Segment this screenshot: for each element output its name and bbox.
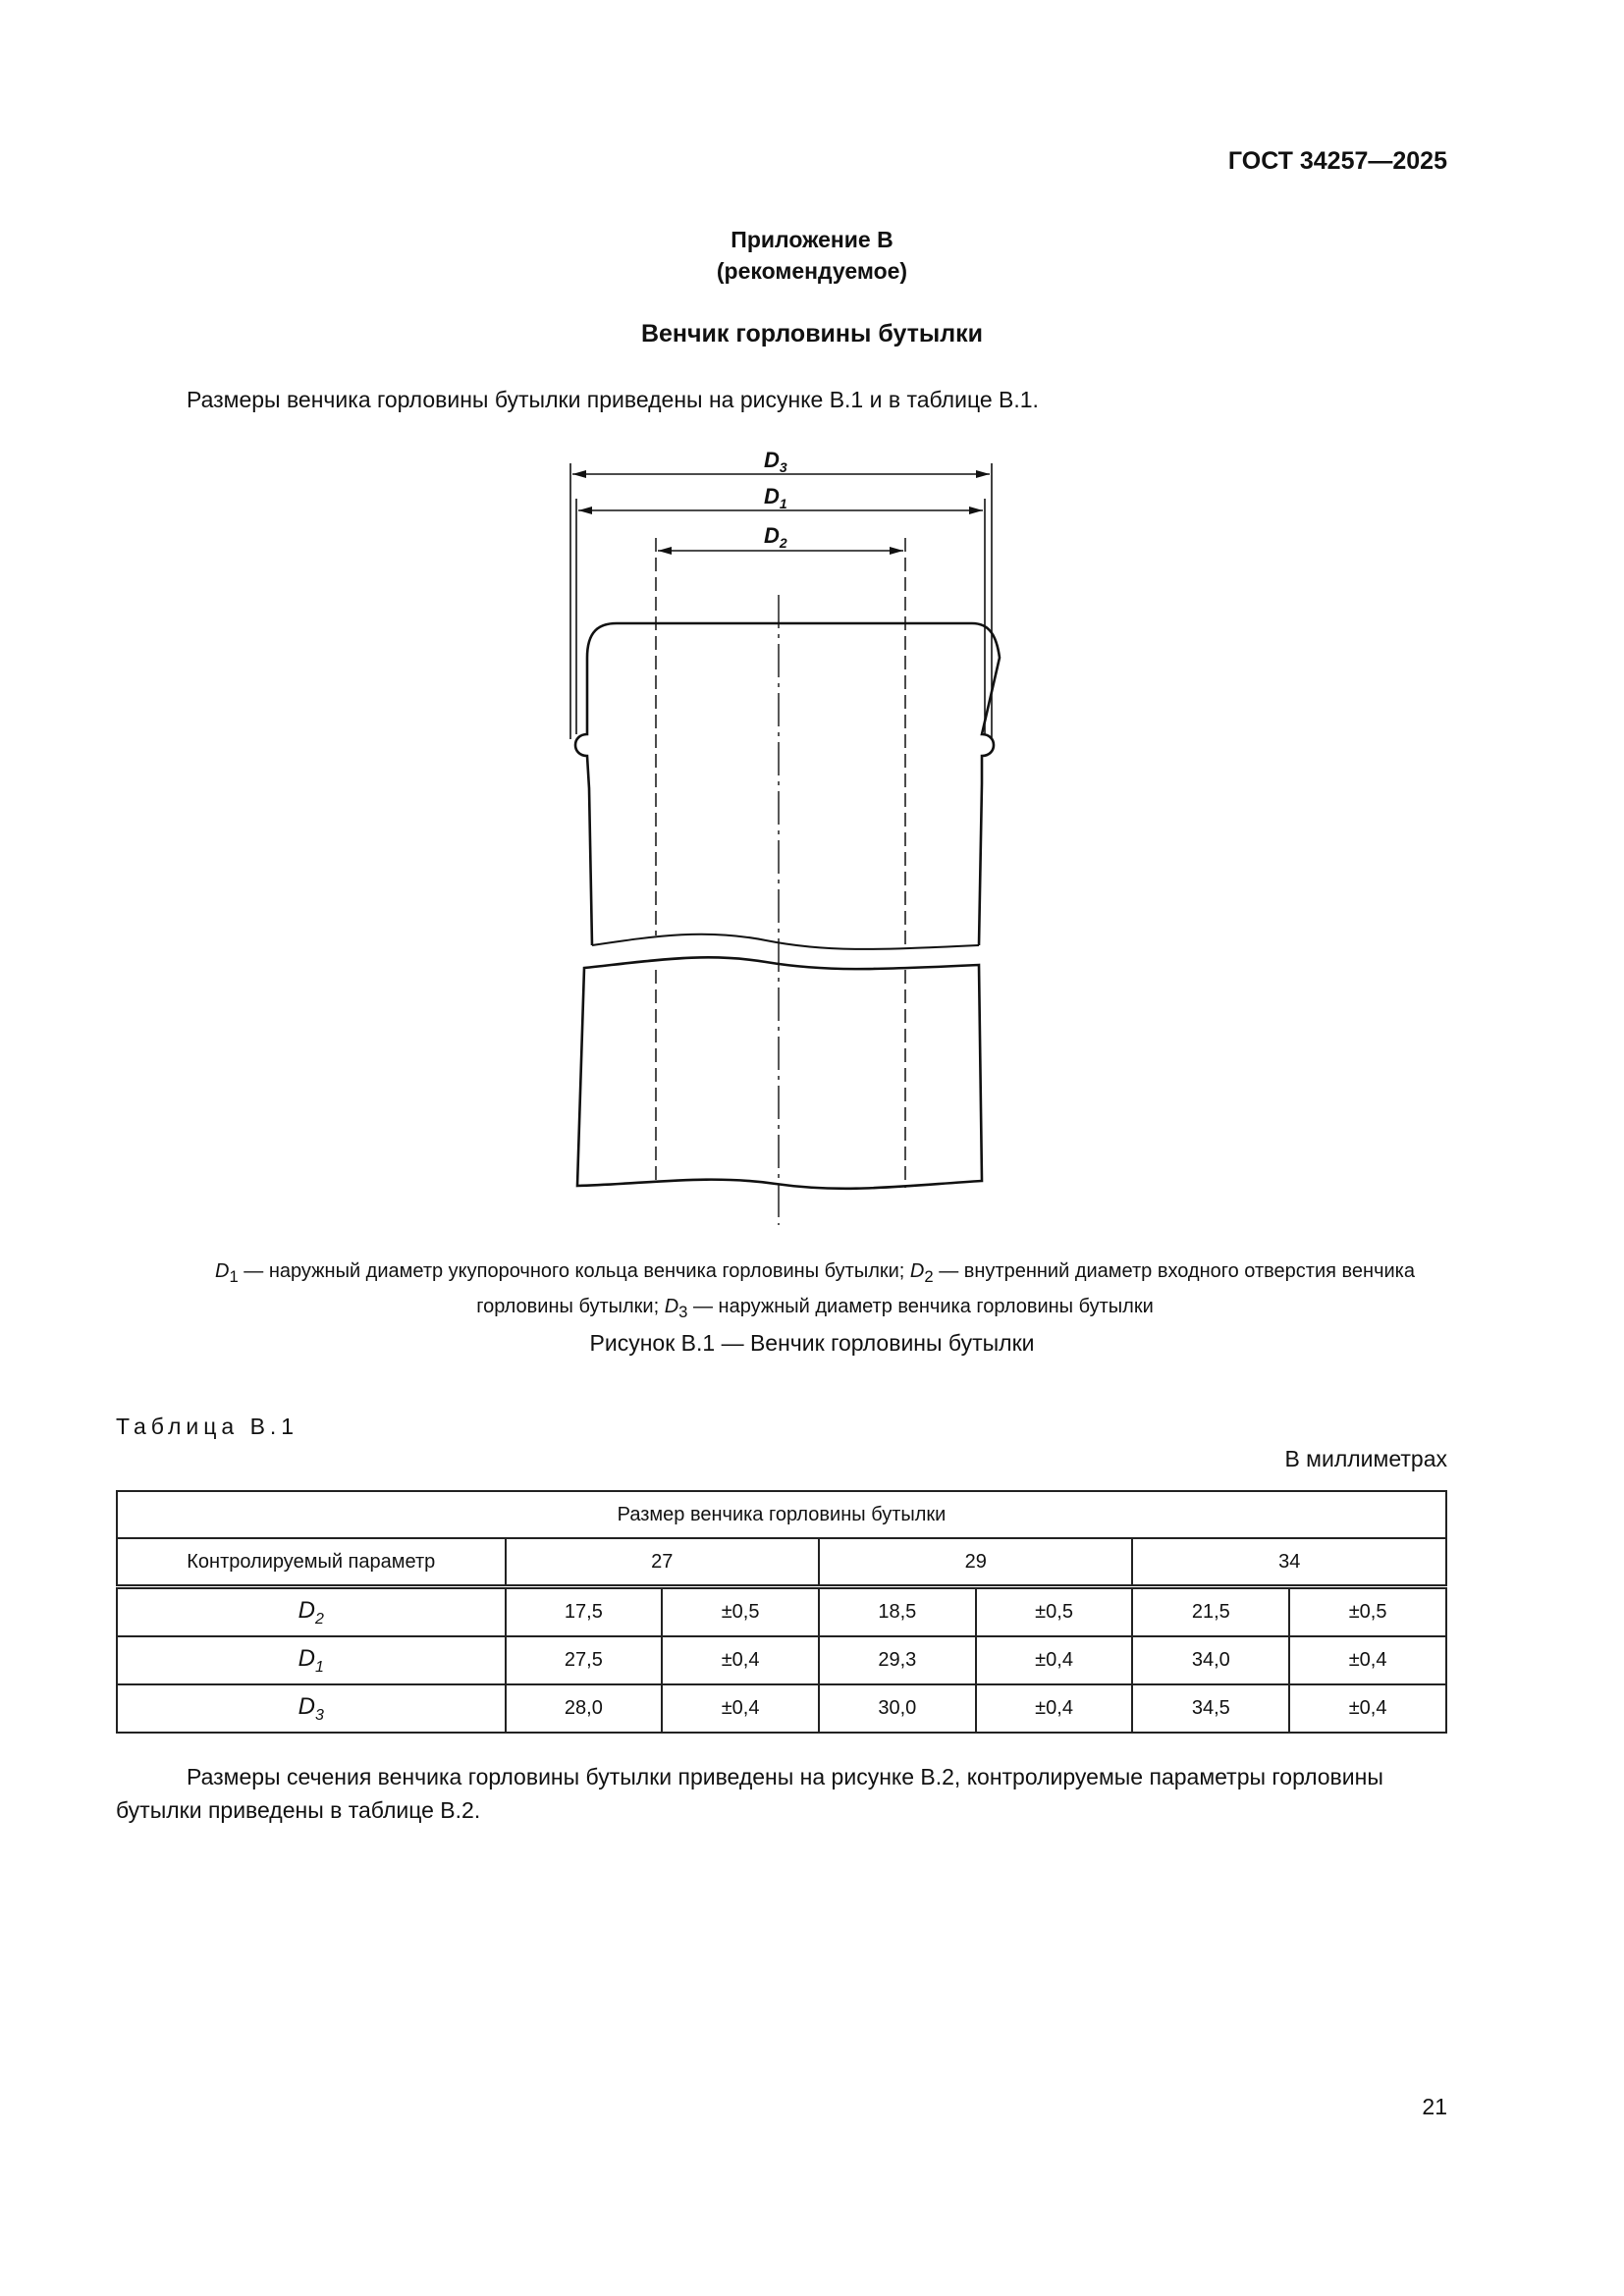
- row-parameter: $D_3$: [117, 1684, 506, 1733]
- table-cell: ±0,5: [662, 1587, 819, 1637]
- size-header-29: 29: [819, 1538, 1132, 1587]
- table-cell: ±0,5: [1289, 1587, 1446, 1637]
- label-d1: $D_1$: [764, 484, 787, 511]
- appendix-title: Приложение В: [731, 227, 893, 252]
- table-cell: 34,0: [1132, 1636, 1289, 1684]
- row-parameter: $D_1$: [117, 1636, 506, 1684]
- table-cell: ±0,4: [1289, 1636, 1446, 1684]
- table-cell: 18,5: [819, 1587, 976, 1637]
- appendix-subtitle: (рекомендуемое): [716, 258, 908, 284]
- table-cell: ±0,5: [976, 1587, 1133, 1637]
- table-cell: ±0,4: [662, 1684, 819, 1733]
- figure-legend: $D_1$ — наружный диаметр укупорочного кольца венчика горловины бутылки; $D_2$ — внутренний диаметр входного отверстия венчика горловины бутылки; $D_3$ — наружный диаметр венчика горловины бутылки: [215, 1260, 1415, 1321]
- closing-paragraph: Размеры сечения венчика горловины бутылки приведены на рисунке В.2, контролируемые параметры горловины бутылки приведены в таблице В.2.: [116, 1764, 1383, 1823]
- table-row: [117, 1684, 1446, 1733]
- table-cell: ±0,4: [976, 1684, 1133, 1733]
- label-d2: $D_2$: [764, 523, 787, 551]
- table-cell: 30,0: [819, 1684, 976, 1733]
- label-d3: $D_3$: [764, 450, 787, 475]
- table-cell: ±0,4: [1289, 1684, 1446, 1733]
- figure-caption: Рисунок В.1 — Венчик горловины бутылки: [589, 1330, 1035, 1356]
- dimensions-table: [116, 1490, 1447, 1734]
- neck-body-lower-outline: [577, 957, 982, 1188]
- table-units: В миллиметрах: [1284, 1446, 1447, 1471]
- table-header-top: Размер венчика горловины бутылки: [117, 1491, 1446, 1538]
- table-cell: ±0,4: [976, 1636, 1133, 1684]
- size-header-27: 27: [506, 1538, 819, 1587]
- table-cell: 21,5: [1132, 1587, 1289, 1637]
- table-cell: 34,5: [1132, 1684, 1289, 1733]
- table-label: Таблица В.1: [116, 1414, 299, 1439]
- table-row: [117, 1636, 1446, 1684]
- appendix-heading: [0, 224, 1624, 287]
- page-number: 21: [1422, 2094, 1447, 2119]
- neck-finish-outline: [575, 623, 1000, 945]
- intro-paragraph: Размеры венчика горловины бутылки приведены на рисунке В.1 и в таблице В.1.: [187, 387, 1039, 412]
- param-header: Контролируемый параметр: [117, 1538, 506, 1587]
- upper-break-line: [592, 934, 979, 949]
- section-title: Венчик горловины бутылки: [640, 320, 984, 347]
- table-cell: 27,5: [506, 1636, 663, 1684]
- size-header-34: 34: [1132, 1538, 1446, 1587]
- bottle-neck-drawing: [550, 450, 1021, 1235]
- table-cell: ±0,4: [662, 1636, 819, 1684]
- row-parameter: $D_2$: [117, 1587, 506, 1637]
- table-cell: 28,0: [506, 1684, 663, 1733]
- document-id: ГОСТ 34257—2025: [1227, 147, 1447, 175]
- table-cell: 17,5: [506, 1587, 663, 1637]
- table-cell: 29,3: [819, 1636, 976, 1684]
- table-row: [117, 1587, 1446, 1637]
